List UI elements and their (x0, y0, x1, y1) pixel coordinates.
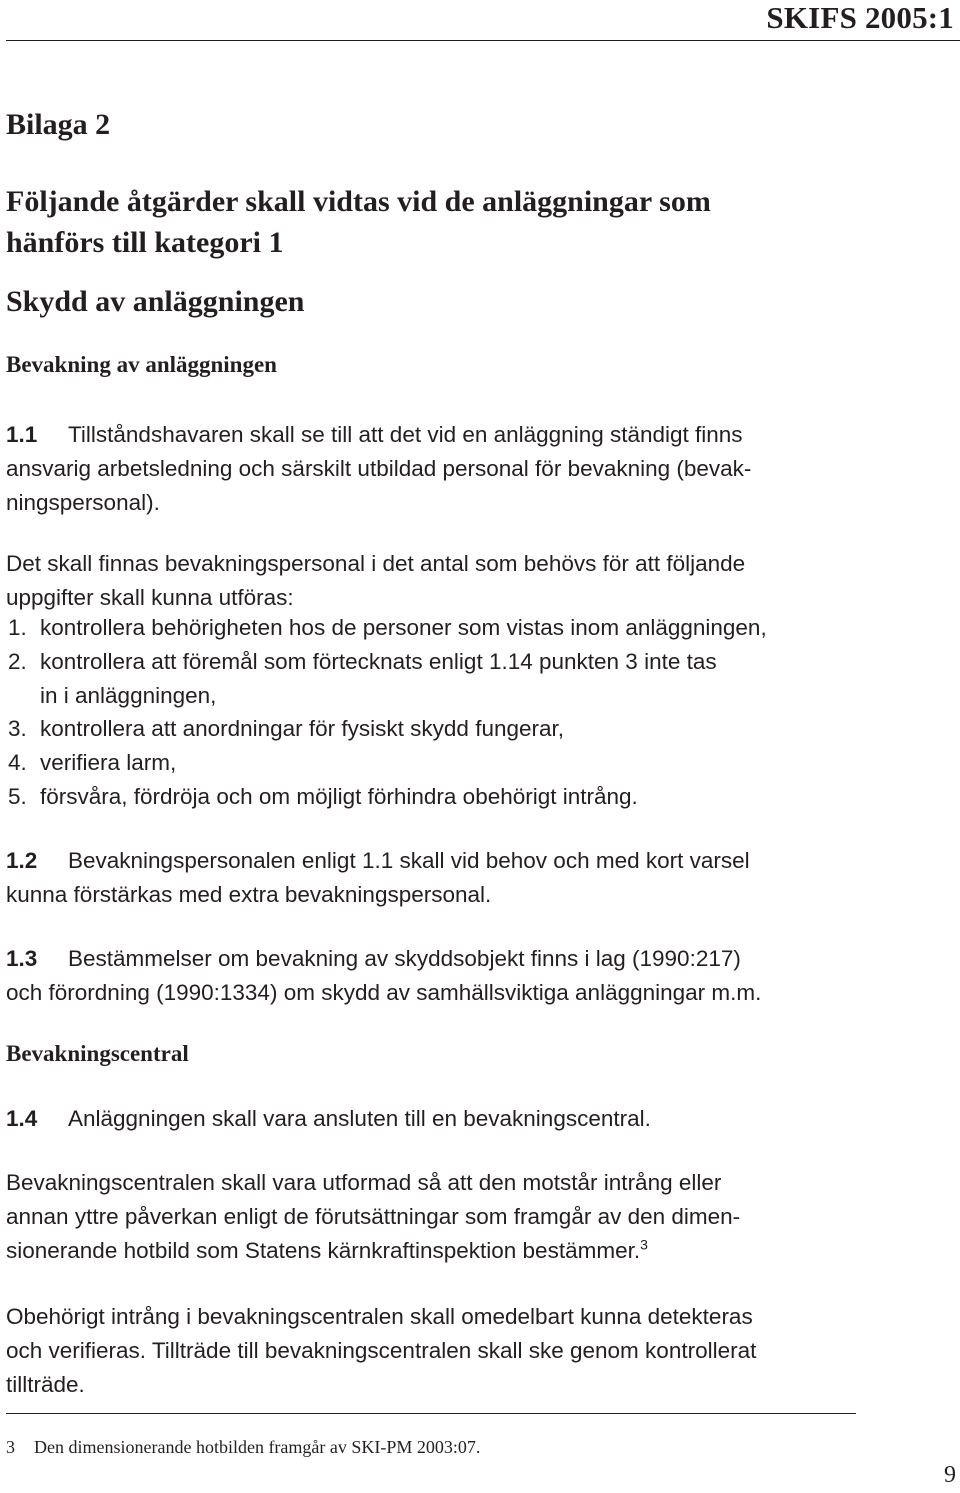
paragraph-number: 1.1 (6, 422, 38, 447)
section-heading: Skydd av anläggningen (6, 285, 305, 318)
list-number: 5. (8, 784, 27, 809)
paragraph-text: uppgifter skall kunna utföras: (6, 585, 294, 610)
subsection-heading-guarding: Bevakning av anläggningen (6, 352, 277, 377)
paragraph-number: 1.2 (6, 848, 38, 873)
list-text: in i anläggningen, (40, 683, 217, 708)
paragraph-text: och verifieras. Tillträde till bevakningscentralen skall ske genom kontrollerat (6, 1338, 757, 1363)
paragraph-text: annan yttre påverkan enligt de förutsättningar som framgår av den dimen- (6, 1204, 741, 1229)
list-number: 4. (8, 750, 27, 775)
list-item (6, 615, 767, 641)
list-item (6, 649, 717, 675)
subsection-heading-central: Bevakningscentral (6, 1041, 189, 1066)
footnote (6, 1437, 480, 1458)
annex-title: Bilaga 2 (6, 108, 111, 141)
list-item (6, 784, 638, 810)
paragraph-text: tillträde. (6, 1372, 85, 1397)
paragraph-central-design (6, 1166, 886, 1268)
list-text: försvåra, fördröja och om möjligt förhindra obehörigt intrång. (40, 784, 638, 809)
paragraph-text: Anläggningen skall vara ansluten till en bevakningscentral. (68, 1106, 651, 1131)
paragraph-number: 1.3 (6, 946, 38, 971)
footnote-divider (6, 1413, 856, 1414)
document-title (6, 181, 906, 263)
page-number: 9 (944, 1462, 956, 1488)
title-line: hänförs till kategori 1 (6, 226, 284, 259)
list-number: 2. (8, 649, 27, 674)
list-text: kontrollera att anordningar för fysiskt skydd fungerar, (40, 716, 565, 741)
paragraph-text: Bevakningspersonalen enligt 1.1 skall vid behov och med kort varsel (68, 848, 750, 873)
paragraph-1-4 (6, 1102, 886, 1136)
list-text: verifiera larm, (40, 750, 177, 775)
footnote-reference: 3 (640, 1236, 648, 1253)
list-item (6, 683, 216, 709)
paragraph-text: sionerande hotbild som Statens kärnkraftinspektion bestämmer. (6, 1238, 641, 1263)
paragraph-text: Bevakningscentralen skall vara utformad så att den motstår intrång eller (6, 1170, 722, 1195)
paragraph-requirements (6, 547, 886, 615)
paragraph-text: och förordning (1990:1334) om skydd av samhällsviktiga anläggningar m.m. (6, 980, 762, 1005)
paragraph-1-2 (6, 844, 886, 912)
list-text: kontrollera att föremål som förtecknats enligt 1.14 punkten 3 inte tas (40, 649, 717, 674)
footnote-text: Den dimensionerande hotbilden framgår av SKI-PM 2003:07. (34, 1437, 481, 1457)
paragraph-intrusion (6, 1300, 886, 1402)
regulation-code: SKIFS 2005:1 (766, 0, 954, 35)
paragraph-number: 1.4 (6, 1106, 38, 1131)
paragraph-text: Bestämmelser om bevakning av skyddsobjekt finns i lag (1990:217) (68, 946, 741, 971)
paragraph-text: ansvarig arbetsledning och särskilt utbildad personal för bevakning (bevak- (6, 456, 752, 481)
list-item (6, 716, 564, 742)
title-line: Följande åtgärder skall vidtas vid de anläggningar som (6, 185, 711, 218)
list-text: kontrollera behörigheten hos de personer som vistas inom anläggningen, (40, 615, 767, 640)
list-item (6, 750, 176, 776)
paragraph-text: Det skall finnas bevakningspersonal i det antal som behövs för att följande (6, 551, 746, 576)
paragraph-text: ningspersonal). (6, 490, 160, 515)
paragraph-text: kunna förstärkas med extra bevakningspersonal. (6, 882, 492, 907)
footnote-number: 3 (6, 1437, 15, 1457)
list-number: 1. (8, 615, 27, 640)
list-number: 3. (8, 716, 27, 741)
paragraph-text: Obehörigt intrång i bevakningscentralen skall omedelbart kunna detekteras (6, 1304, 753, 1329)
paragraph-text: Tillståndshavaren skall se till att det vid en anläggning ständigt finns (68, 422, 743, 447)
header-divider (6, 40, 960, 41)
paragraph-1-3 (6, 942, 886, 1010)
paragraph-1-1 (6, 418, 886, 520)
